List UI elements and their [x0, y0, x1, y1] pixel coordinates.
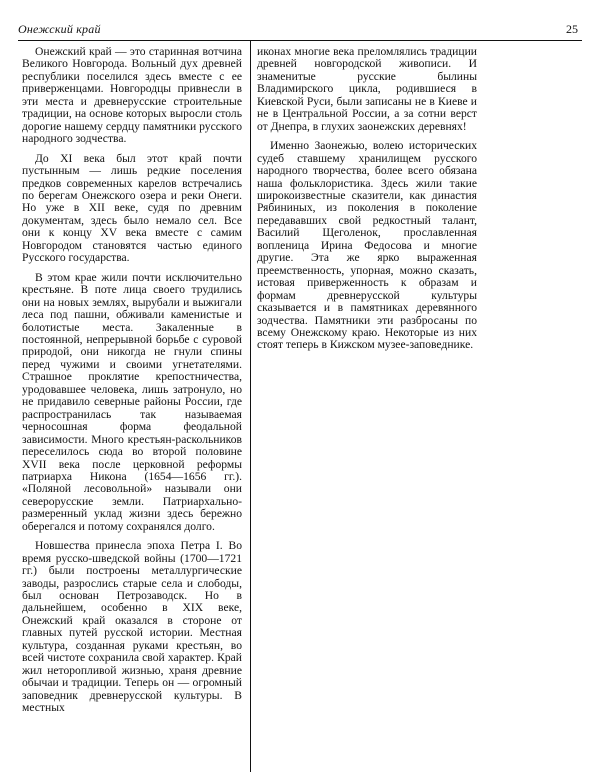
- right-column: [257, 46, 477, 359]
- running-title: Онежский край: [18, 22, 101, 36]
- running-header: [18, 22, 590, 40]
- paragraph: Онежский край — это старинная вотчина Великого Новгорода. Вольный дух древней республики поселился здесь вместе с ее приверженцами. Новгородцы привнесли в эти места и древнерусские строительные традиции, на основе которых выросли столь дорогие нашему сердцу памятники русского народного зодчества.: [22, 45, 242, 146]
- page-number: 25: [566, 22, 578, 36]
- paragraph: В этом крае жили почти исключительно крестьяне. В поте лица своего трудились они на новых землях, вырубали и выжигали леса под пашни, обживали каменистые и болотистые места. Закаленные в постоянной, непрерывной борьбе с суровой природой, они никогда не гнули спины перед чужими и своими угнетателями. Страшное проклятие крепостничества, уродовавшее человека, лишь затронуло, но не придавило северные районы России, где распространилась так называемая черносошная форма феодальной зависимости. Много крестьян-раскольников переселилось сюда во второй половине XVII века после церковной реформы патриарха Никона (1654—1656 гг.). «Поляной лесовольной» называли они северорусские земли. Патриархально-размеренный уклад жизни здесь бережно оберегался и потому сохранялся долго.: [22, 270, 242, 533]
- header-rule: [18, 40, 582, 41]
- paragraph: Новшества принесла эпоха Петра I. Во время русско-шведской войны (1700—1721 гг.) были построены металлургические заводы, разрослись старые села и слободы, был основан Петрозаводск. Но в дальнейшем, особенно в XIX веке, Онежский край оказался в стороне от главных путей русской истории. Местная культура, созданная руками крестьян, во всей чистоте сохранила свой характер. Край жил неторопливой жизнью, храня древние обычаи и традиции. Теперь он — огромный заповедник древнерусской культуры. В местных: [22, 539, 242, 715]
- paragraph: До XI века был этот край почти пустынным — лишь редкие поселения предков современных карелов встречались по берегам Онежского озера и реки Онеги. Но уже в XII веке, судя по древним документам, здесь было немало сел. Все они к концу XV века вместе с самим Новгородом становятся частью единого Русского государства.: [22, 151, 242, 265]
- paragraph-continued: иконах многие века преломлялись традиции древней новгородской живописи. И знаменитые русские былины Владимирского цикла, родившиеся в Киевской Руси, были записаны не в Киеве и не в Центральной России, а за сотни верст от Днепра, в глухих заонежских деревнях!: [257, 45, 477, 133]
- column-divider: [250, 40, 251, 772]
- paragraph: Именно Заонежью, волею исторических судеб ставшему хранилищем русского народного творчества, более всего обязана наша фольклористика. Здесь жили такие широкоизвестные сказители, как династия Рябининых, из поколения в поколение передававших свой редкостный талант, Василий Щеголенок, прославленная вопленица Ирина Федосова и многие другие. Эта же ярко выраженная преемственность, упорная, можно сказать, истовая приверженность к образам и формам древнерусской культуры сказывается и в памятниках деревянного зодчества. Памятники эти разбросаны по всему Онежскому краю. Некоторые из них стоят теперь в Кижском музее-заповеднике.: [257, 139, 477, 352]
- left-column: [22, 46, 242, 722]
